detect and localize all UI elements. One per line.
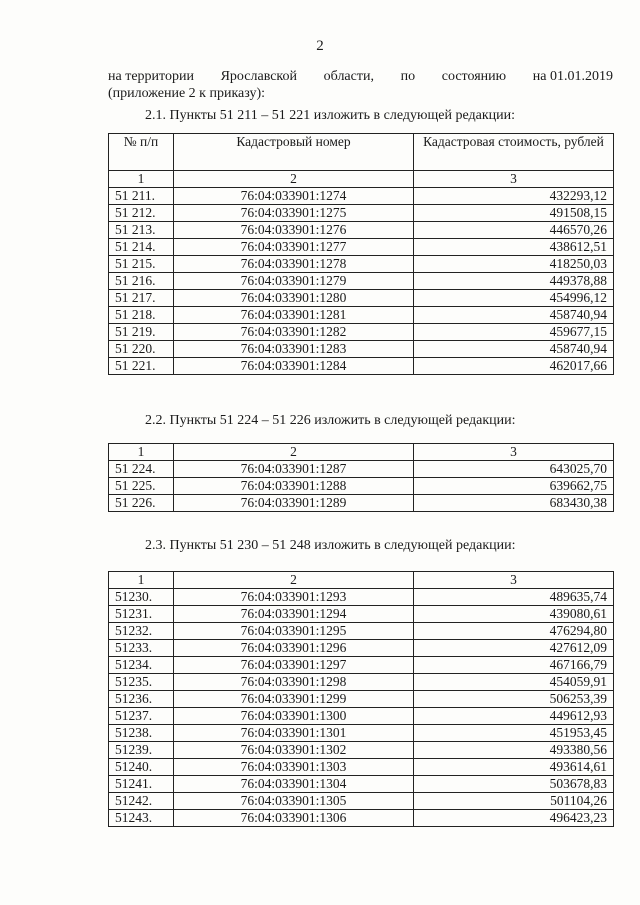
table-row (109, 307, 614, 324)
index-cell: 2 (174, 171, 414, 188)
cadastral-value-cell: 427612,09 (414, 640, 614, 657)
cadastral-number-cell: 76:04:033901:1306 (174, 810, 414, 827)
index-cell: 3 (414, 444, 614, 461)
intro-line-2: (приложение 2 к приказу): (108, 86, 266, 101)
page-number: 2 (316, 38, 324, 54)
table-row (109, 589, 614, 606)
cadastral-value-cell: 418250,03 (414, 256, 614, 273)
table-row (109, 640, 614, 657)
intro-word: состоянию (441, 69, 507, 84)
intro-word: области, (323, 69, 374, 84)
index-cell: 2 (174, 444, 414, 461)
cadastral-number-cell: 76:04:033901:1277 (174, 239, 414, 256)
table-2-2 (108, 443, 614, 512)
cadastral-value-cell: 449378,88 (414, 273, 614, 290)
row-number-cell: 51231. (109, 606, 174, 623)
row-number-cell: 51242. (109, 793, 174, 810)
cadastral-number-cell: 76:04:033901:1294 (174, 606, 414, 623)
table-row (109, 674, 614, 691)
index-cell: 2 (174, 572, 414, 589)
section-heading-2-2: 2.2. Пункты 51 224 – 51 226 изложить в следующей редакции: (145, 413, 516, 428)
cadastral-value-cell: 489635,74 (414, 589, 614, 606)
cadastral-number-cell: 76:04:033901:1299 (174, 691, 414, 708)
table-row (109, 725, 614, 742)
table-row (109, 188, 614, 205)
cadastral-number-cell: 76:04:033901:1283 (174, 341, 414, 358)
row-number-cell: 51232. (109, 623, 174, 640)
cadastral-number-cell: 76:04:033901:1279 (174, 273, 414, 290)
row-number-cell: 51 215. (109, 256, 174, 273)
cadastral-value-cell: 467166,79 (414, 657, 614, 674)
cadastral-number-cell: 76:04:033901:1300 (174, 708, 414, 725)
table-row (109, 759, 614, 776)
row-number-cell: 51 225. (109, 478, 174, 495)
row-number-cell: 51 217. (109, 290, 174, 307)
cadastral-value-cell: 438612,51 (414, 239, 614, 256)
row-number-cell: 51 220. (109, 341, 174, 358)
table-index-row (109, 572, 614, 589)
cadastral-value-cell: 458740,94 (414, 341, 614, 358)
cadastral-value-cell: 446570,26 (414, 222, 614, 239)
cadastral-number-cell: 76:04:033901:1281 (174, 307, 414, 324)
header-number: № п/п (109, 134, 174, 171)
table-row (109, 793, 614, 810)
row-number-cell: 51233. (109, 640, 174, 657)
index-cell: 1 (109, 444, 174, 461)
row-number-cell: 51241. (109, 776, 174, 793)
index-cell: 3 (414, 171, 614, 188)
cadastral-number-cell: 76:04:033901:1305 (174, 793, 414, 810)
header-cadastral-value: Кадастровая стоимость, рублей (414, 134, 614, 171)
table-row (109, 478, 614, 495)
cadastral-value-cell: 493614,61 (414, 759, 614, 776)
row-number-cell: 51238. (109, 725, 174, 742)
table-row (109, 708, 614, 725)
cadastral-number-cell: 76:04:033901:1296 (174, 640, 414, 657)
cadastral-value-cell: 639662,75 (414, 478, 614, 495)
cadastral-number-cell: 76:04:033901:1289 (174, 495, 414, 512)
table-header-row (109, 134, 614, 171)
cadastral-value-cell: 454059,91 (414, 674, 614, 691)
header-cadastral-number: Кадастровый номер (174, 134, 414, 171)
table-2-3 (108, 571, 614, 827)
table-row (109, 776, 614, 793)
table-row (109, 691, 614, 708)
intro-word: на 01.01.2019 (532, 69, 613, 84)
cadastral-number-cell: 76:04:033901:1276 (174, 222, 414, 239)
row-number-cell: 51 219. (109, 324, 174, 341)
row-number-cell: 51 212. (109, 205, 174, 222)
table-row (109, 205, 614, 222)
cadastral-number-cell: 76:04:033901:1303 (174, 759, 414, 776)
row-number-cell: 51234. (109, 657, 174, 674)
row-number-cell: 51 216. (109, 273, 174, 290)
intro-paragraph (108, 68, 613, 102)
table-row (109, 810, 614, 827)
cadastral-value-cell: 683430,38 (414, 495, 614, 512)
cadastral-number-cell: 76:04:033901:1295 (174, 623, 414, 640)
cadastral-value-cell: 432293,12 (414, 188, 614, 205)
section-heading-2-1: 2.1. Пункты 51 211 – 51 221 изложить в следующей редакции: (145, 108, 515, 123)
cadastral-number-cell: 76:04:033901:1275 (174, 205, 414, 222)
cadastral-value-cell: 458740,94 (414, 307, 614, 324)
cadastral-number-cell: 76:04:033901:1288 (174, 478, 414, 495)
cadastral-value-cell: 462017,66 (414, 358, 614, 375)
row-number-cell: 51239. (109, 742, 174, 759)
cadastral-value-cell: 439080,61 (414, 606, 614, 623)
row-number-cell: 51240. (109, 759, 174, 776)
cadastral-value-cell: 506253,39 (414, 691, 614, 708)
table-row (109, 623, 614, 640)
table-index-row (109, 444, 614, 461)
row-number-cell: 51243. (109, 810, 174, 827)
cadastral-number-cell: 76:04:033901:1304 (174, 776, 414, 793)
table-row (109, 606, 614, 623)
table-row (109, 273, 614, 290)
row-number-cell: 51 213. (109, 222, 174, 239)
cadastral-number-cell: 76:04:033901:1293 (174, 589, 414, 606)
table-row (109, 256, 614, 273)
cadastral-value-cell: 459677,15 (414, 324, 614, 341)
cadastral-value-cell: 643025,70 (414, 461, 614, 478)
cadastral-value-cell: 501104,26 (414, 793, 614, 810)
cadastral-number-cell: 76:04:033901:1297 (174, 657, 414, 674)
row-number-cell: 51 221. (109, 358, 174, 375)
intro-word: по (400, 69, 416, 84)
cadastral-value-cell: 503678,83 (414, 776, 614, 793)
intro-word: Ярославской (220, 69, 298, 84)
index-cell: 1 (109, 572, 174, 589)
intro-word: на территории (108, 69, 194, 84)
cadastral-value-cell: 449612,93 (414, 708, 614, 725)
table-row (109, 358, 614, 375)
row-number-cell: 51 211. (109, 188, 174, 205)
cadastral-number-cell: 76:04:033901:1278 (174, 256, 414, 273)
table-row (109, 290, 614, 307)
cadastral-number-cell: 76:04:033901:1287 (174, 461, 414, 478)
cadastral-value-cell: 493380,56 (414, 742, 614, 759)
row-number-cell: 51235. (109, 674, 174, 691)
table-row (109, 324, 614, 341)
row-number-cell: 51230. (109, 589, 174, 606)
cadastral-number-cell: 76:04:033901:1274 (174, 188, 414, 205)
row-number-cell: 51 226. (109, 495, 174, 512)
table-row (109, 657, 614, 674)
table-2-1 (108, 133, 614, 375)
table-row (109, 239, 614, 256)
cadastral-value-cell: 476294,80 (414, 623, 614, 640)
table-row (109, 341, 614, 358)
row-number-cell: 51237. (109, 708, 174, 725)
cadastral-value-cell: 496423,23 (414, 810, 614, 827)
row-number-cell: 51 218. (109, 307, 174, 324)
cadastral-number-cell: 76:04:033901:1280 (174, 290, 414, 307)
section-heading-2-3: 2.3. Пункты 51 230 – 51 248 изложить в следующей редакции: (145, 538, 516, 553)
table-row (109, 742, 614, 759)
cadastral-number-cell: 76:04:033901:1282 (174, 324, 414, 341)
cadastral-value-cell: 454996,12 (414, 290, 614, 307)
table-row (109, 461, 614, 478)
cadastral-number-cell: 76:04:033901:1298 (174, 674, 414, 691)
cadastral-value-cell: 451953,45 (414, 725, 614, 742)
cadastral-number-cell: 76:04:033901:1301 (174, 725, 414, 742)
table-row (109, 222, 614, 239)
cadastral-value-cell: 491508,15 (414, 205, 614, 222)
index-cell: 1 (109, 171, 174, 188)
cadastral-number-cell: 76:04:033901:1302 (174, 742, 414, 759)
row-number-cell: 51236. (109, 691, 174, 708)
index-cell: 3 (414, 572, 614, 589)
row-number-cell: 51 214. (109, 239, 174, 256)
table-row (109, 495, 614, 512)
table-index-row (109, 171, 614, 188)
cadastral-number-cell: 76:04:033901:1284 (174, 358, 414, 375)
row-number-cell: 51 224. (109, 461, 174, 478)
intro-line-1 (108, 68, 613, 85)
